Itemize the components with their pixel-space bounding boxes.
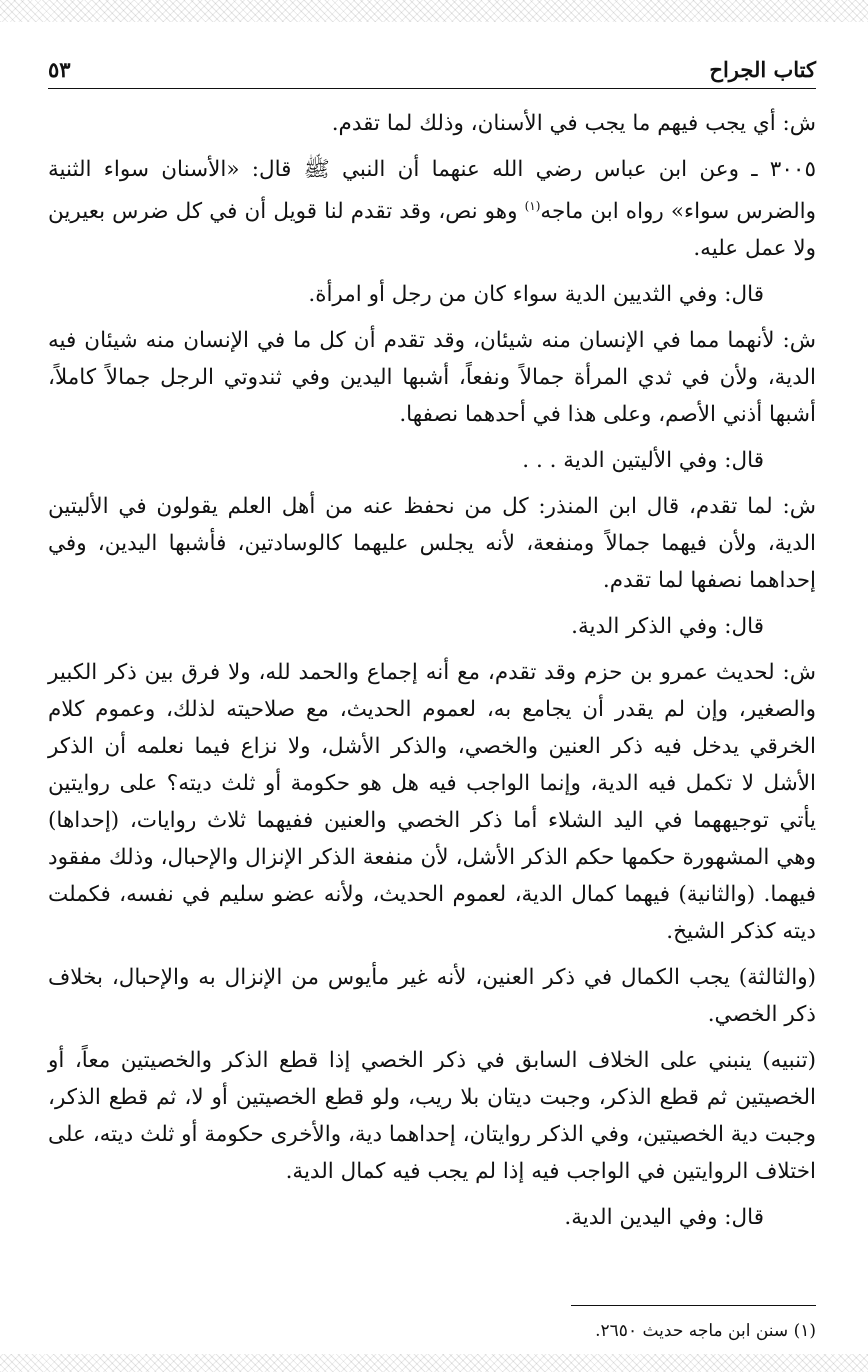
matn-quote: قال: وفي الثديين الدية سواء كان من رجل أو امرأة. (308, 282, 764, 308)
paragraph: ش: لأنهما مما في الإنسان منه شيئان، وقد تقدم أن كل ما في الإنسان منه شيئان فيه الدية، ولأن في ثدي المرأة جمالاً ونفعاً، أشبها اليدين وفي ثندوتي الرجل جمالاً كاملاً، أشبها أذني الأصم، وعلى هذا في أحدهما نصفها. (48, 328, 816, 428)
chapter-title: كتاب الجراح (709, 57, 816, 82)
book-page (48, 52, 816, 1348)
matn-quote: قال: وفي اليدين الدية. (564, 1205, 764, 1231)
paragraph-text-before-marker: ٣٠٠٥ ـ وعن ابن عباس رضي الله عنهما أن النبي ﷺ قال: «الأسنان سواء الثنية والضرس سواء» رواه ابن ماجه (48, 157, 816, 225)
footnote-reference: (١) (524, 199, 541, 213)
footnote (48, 1318, 816, 1344)
paragraph: (تنبيه) ينبني على الخلاف السابق في ذكر الخصي إذا قطع الذكر والخصيتين معاً، أو الخصيتين ثم قطع الذكر، وجبت ديتان بلا ريب، ولو قطع الخصيتين أو لا، ثم قطع الذكر، وجبت دية الخصيتين، وفي الذكر روايتان، إحداهما دية، والأخرى حكومة أو ثلث ديته، على اختلاف الروايتين في الواجب فيه إذا لم يجب فيه كمال الدية. (48, 1048, 816, 1185)
paragraph: ش: لما تقدم، قال ابن المنذر: كل من نحفظ عنه من أهل العلم يقولون في الأليتين الدية، ولأن فيهما جمالاً ومنفعة، لأنه يجلس عليهما كالوسادتين، فأشبها اليدين، وفي إحداهما نصفها لما تقدم. (48, 494, 816, 594)
page-body (48, 105, 816, 1236)
matn-quote: قال: وفي الأليتين الدية . . . (522, 448, 764, 474)
paragraph: ش: لحديث عمرو بن حزم وقد تقدم، مع أنه إجماع والحمد لله، ولا فرق بين ذكر الكبير والصغير، وإن لم يقدر أن يجامع به، لعموم الحديث، مع صلاحيته لذلك، وعموم كلام الخرقي يدخل فيه ذكر العنين والخصي، والذكر الأشل، ولا نزاع فيما نعلمه أن الذكر الأشل لا تكمل فيه الدية، وإنما الواجب فيه هل هو حكومة أو ثلث ديته؟ على روايتين يأتي توجيههما في اليد الشلاء أما ذكر الخصي والعنين ففيهما ثلاث روايات، (إحداها) وهي المشهورة حكمها حكم الذكر الأشل، لأن منفعة الذكر الإنزال والإحبال، وذلك مفقود فيهما. (والثانية) فيهما كمال الدية، لعموم الحديث، ولأنه عضو سليم في نفسه، فكملت ديته كذكر الشيخ. (48, 660, 816, 945)
scan-border-top (0, 0, 868, 22)
matn-quote: قال: وفي الذكر الدية. (571, 614, 764, 640)
paragraph-with-footnote (48, 151, 816, 267)
paragraph: (والثالثة) يجب الكمال في ذكر العنين، لأنه غير مأيوس من الإنزال به والإحبال، بخلاف ذكر الخصي. (48, 965, 816, 1028)
scan-border-bottom (0, 1354, 868, 1372)
footnote-marker: (١) (793, 1321, 816, 1341)
paragraph-text-after-marker: وهو نص، وقد تقدم لنا قويل أن في كل ضرس بعيرين ولا عمل عليه. (48, 199, 816, 262)
running-header (48, 52, 816, 89)
footnote-divider (571, 1305, 816, 1306)
page-number: ٥٣ (48, 57, 71, 82)
paragraph: ش: أي يجب فيهم ما يجب في الأسنان، وذلك لما تقدم. (331, 111, 816, 136)
footnote-text: سنن ابن ماجه حديث ٢٦٥٠. (595, 1321, 789, 1341)
